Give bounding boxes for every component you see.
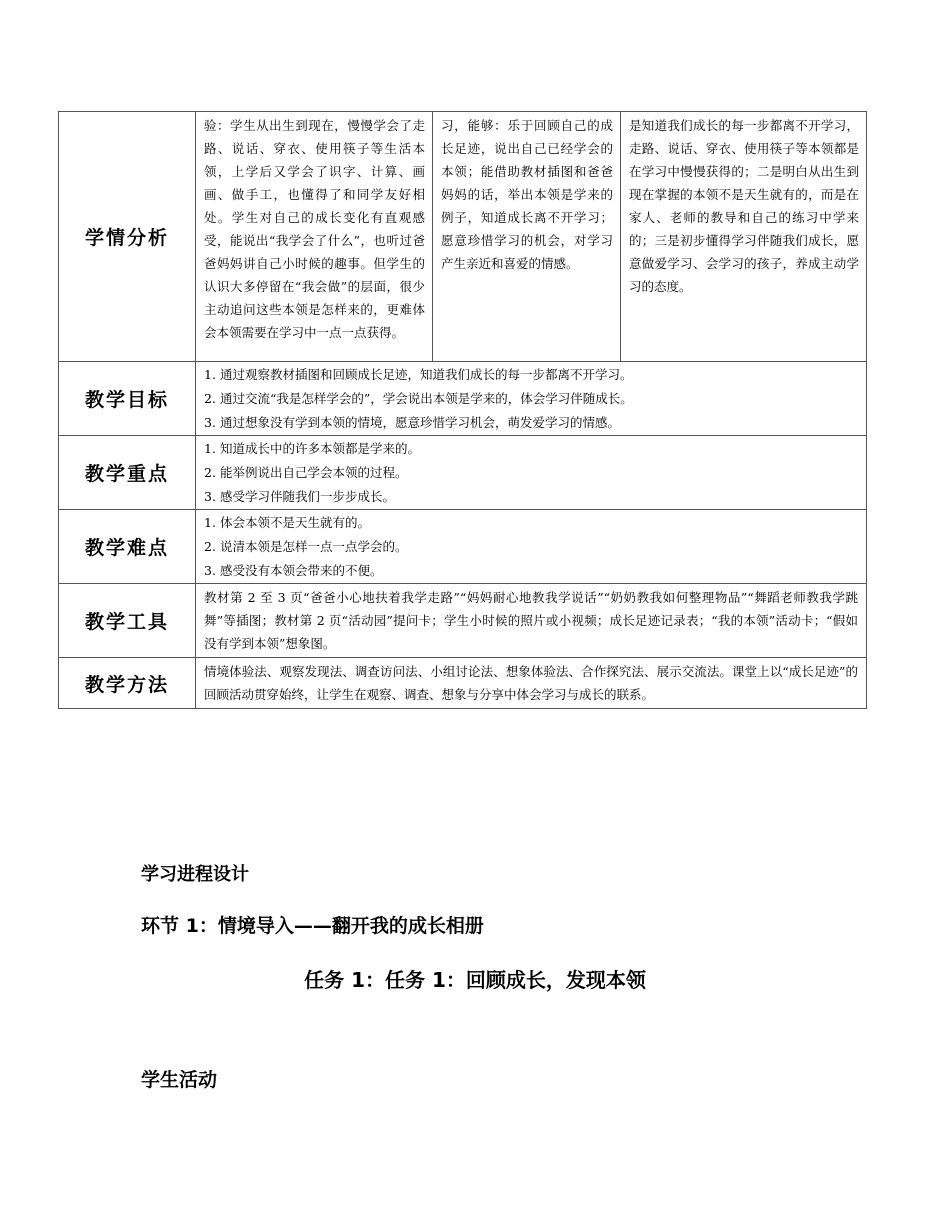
methods-label: 教学方法 xyxy=(59,658,196,709)
list-item: 2. 通过交流“我是怎样学会的”，学会说出本领是学来的，体会学习伴随成长。 xyxy=(204,391,633,406)
list-item: 3. 通过想象没有学到本领的情境，愿意珍惜学习机会，萌发爱学习的情感。 xyxy=(204,415,621,430)
objectives-row xyxy=(59,362,867,436)
difficulties-list xyxy=(196,510,866,583)
key-points-list xyxy=(196,436,866,509)
tools-row xyxy=(59,584,867,658)
analysis-row xyxy=(59,112,867,362)
list-item: 2. 能举例说出自己学会本领的过程。 xyxy=(204,465,408,480)
list-item: 3. 感受学习伴随我们一步步成长。 xyxy=(204,489,396,504)
task-heading: 任务 1：任务 1：回顾成长，发现本领 xyxy=(304,968,646,992)
tools-text: 教材第 2 至 3 页“爸爸小心地扶着我学走路”“妈妈耐心地教我学说话”“奶奶教我如何整理物品”“舞蹈老师教我学跳舞”等插图；教材第 2 页“活动园”提问卡；学生小时候的照片或小视频；成长足迹记录表；“我的本领”活动卡；“假如没有学到本领”想象图。 xyxy=(204,590,858,651)
analysis-col1: 验：学生从出生到现在，慢慢学会了走路、说话、穿衣、使用筷子等生活本领，上学后又学会了识字、计算、画画、做手工，也懂得了和同学友好相处。学生对自己的成长变化有直观感受，能说出“我学会了什么”，也听过爸爸妈妈讲自己小时候的趣事。但学生的认识大多停留在“我会做”的层面，很少主动追问这些本领是怎样来的，更难体会本领需要在学习中一点一点获得。 xyxy=(204,118,425,340)
list-item: 3. 感受没有本领会带来的不便。 xyxy=(204,563,383,578)
difficulties-label: 教学难点 xyxy=(59,510,196,584)
list-item: 2. 说清本领是怎样一点一点学会的。 xyxy=(204,539,408,554)
objectives-list xyxy=(196,362,866,435)
list-item: 1. 体会本领不是天生就有的。 xyxy=(204,515,371,530)
difficulties-row xyxy=(59,510,867,584)
section-heading: 环节 1：情境导入——翻开我的成长相册 xyxy=(141,915,484,937)
list-item: 1. 知道成长中的许多本领都是学来的。 xyxy=(204,441,421,456)
list-item: 1. 通过观察教材插图和回顾成长足迹，知道我们成长的每一步都离不开学习。 xyxy=(204,367,633,382)
tools-label: 教学工具 xyxy=(59,584,196,658)
analysis-label: 学情分析 xyxy=(59,112,196,362)
methods-text: 情境体验法、观察发现法、调查访问法、小组讨论法、想象体验法、合作探究法、展示交流法。课堂上以“成长足迹”的回顾活动贯穿始终，让学生在观察、调查、想象与分享中体会学习与成长的联系。 xyxy=(204,664,858,702)
student-activity-heading: 学生活动 xyxy=(141,1069,218,1091)
key-points-row xyxy=(59,436,867,510)
process-heading: 学习进程设计 xyxy=(141,864,249,885)
key-points-label: 教学重点 xyxy=(59,436,196,510)
analysis-col3: 是知道我们成长的每一步都离不开学习，走路、说话、穿衣、使用筷子等本领都是在学习中慢慢获得的；二是明白从出生到现在掌握的本领不是天生就有的，而是在家人、老师的教导和自己的练习中学来的；三是初步懂得学习伴随我们成长，愿意做爱学习、会学习的孩子，养成主动学习的态度。 xyxy=(629,118,859,294)
objectives-label: 教学目标 xyxy=(59,362,196,436)
analysis-col2: 习，能够：乐于回顾自己的成长足迹，说出自己已经学会的本领；能借助教材插图和爸爸妈妈的话，举出本领是学来的例子，知道成长离不开学习；愿意珍惜学习的机会，对学习产生亲近和喜爱的情感。 xyxy=(441,118,613,271)
methods-row xyxy=(59,658,867,709)
lesson-plan-table xyxy=(58,111,867,709)
